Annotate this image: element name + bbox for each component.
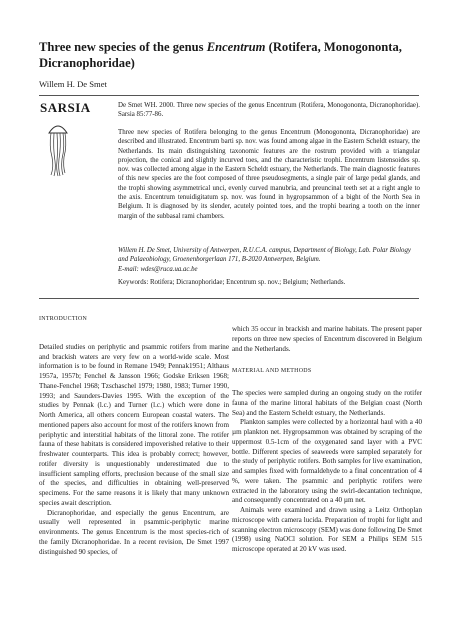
intro-paragraph-2: Dicranophoridae, and especially the genus Encentrum, are usually well represented in psammic-periphytic marine environments. The genus Encentrum is the most species-rich of the family Dicranophoridae. In a recent revision, De Smet 1997 distinguished 90 species, of <box>39 508 229 556</box>
left-column <box>39 315 229 557</box>
intro-paragraph-1: Detailed studies on periphytic and psammic rotifers from marine and brackish waters are very few on a world-wide scale. Most information is to be found in Remane 1949; Pennak1951; Althaus 1957a, 1957b; Fenchel & Jansson 1966; Godske Eriksen 1968; Thane-Fenchel 1968; Tzschaschel 1979; 1980, 1983; Turner 1990, 1993; and Saunders-Davies 1995. With the exception of the studies by Pennak (l.c.) and Turner (l.c.) which were done in North America, all others concern European coastal waters. The mentioned papers also account for most of the rotifers known from periphytic and interstitial habitats of the littoral zone. The rotifer fauna of these habitats is considered impoverished relative to their freshwater counterparts. This idea is probably correct; however, rotifer diversity is unquestionably underestimated due to insufficient sampling efforts, preclusion because of the small size of the species, and difficulties in obtaining well-preserved specimens. For the same reasons it is likely that many unknown species await description. <box>39 342 229 507</box>
article-title <box>39 39 429 71</box>
title-text-rest: (Rotifera, Monogononta, Dicranophoridae) <box>39 40 402 70</box>
abstract: Three new species of Rotifera belonging to the genus Encentrum (Monogononta, Dicranophoridae) are described and illustrated. Encentrum barti sp. nov. was found among algae in the Eastern Scheldt estuary, the Netherlands. Its main distinguishing taxonomic features are the rostrum provided with a triangular projection, the conical and slightly incurved toes, and the characteristic trophi. Encentrum listensoides sp. nov. was collected among algae in the Eastern Scheldt estuary, the Netherlands. The main diagnostic features of this new species are the foot composed of three pseudosegments, a single pair of large pedal glands, and the trophi showing asymmetrical unci, evenly curved manubria, and preuncinal teeth set at a right angle to the axis. Encentrum tenuidigitatum sp. nov. was found in hygropsammon of a bight of the North Sea in Belgium. It is diagnosed by its slender, acutely pointed toes, and the trophi bearing a tooth on the inner margin of the subbasal rami chambers. <box>118 129 420 220</box>
address-text: Willem H. De Smet, University of Antwerpen, R.U.C.A. campus, Department of Biology, Lab. Polar Biology and Palaeobiology, Groenenborgerlaan 171, B-2020 Antwerpen, Belgium. <box>118 247 411 264</box>
methods-paragraph-3: Animals were examined and drawn using a Leitz Orthoplan microscope with camera lucida. Preparation of trophi for light and scanning electron microscopy (SEM) was done following De Smet (1998) using NaOCl solution. For SEM a Philips SEM 515 microscope operated at 20 kV was used. <box>232 506 422 553</box>
section-heading-methods: MATERIAL AND METHODS <box>232 368 312 375</box>
right-column <box>232 325 422 555</box>
title-genus: Encentrum <box>206 40 266 54</box>
methods-paragraph-1: The species were sampled during an ongoing study on the rotifer fauna of the marine littoral habitats of the Belgian coast (North Sea) and the Eastern Scheldt estuary, the Netherlands. <box>232 389 422 417</box>
intro-paragraph-3: which 35 occur in brackish and marine habitats. The present paper reports on three new species of Encentrum discovered in Belgium and the Netherlands. <box>232 325 422 353</box>
header-rule <box>39 95 419 96</box>
citation: De Smet WH. 2000. Three new species of the genus Encentrum (Rotifera, Monogononta, Dicranophoridae). Sarsia 85:77-86. <box>118 102 420 119</box>
author-address <box>118 246 420 274</box>
journal-name: SARSIA <box>40 100 91 115</box>
author-line: Willem H. De Smet <box>39 79 107 89</box>
methods-paragraph-2: Plankton samples were collected by a horizontal haul with a 40 µm plankton net. Hygropsammon was obtained by scraping of the uppermost 0.5-1cm of the oxygenated sand layer with a PVC bottle. Different species of seaweeds were sampled separately for the study of periphytic rotifers. Both samples for live examination, and samples fixed with formaldehyde to a final concentration of 4 %, were taken. The psammic and periphytic rotifers were extracted in the laboratory using the swirl-decantation technique, and consequently concentrated on a 40 µm net. <box>232 418 422 505</box>
section-heading-introduction: INTRODUCTION <box>39 316 88 322</box>
keywords: Keywords: Rotifera; Dicranophoridae; Encentrum sp. nov.; Belgium; Netherlands. <box>118 279 346 286</box>
jellyfish-icon <box>46 121 70 177</box>
title-text: Three new species of the genus <box>39 40 207 54</box>
email-text: E-mail: wdes@ruca.ua.ac.be <box>118 265 198 273</box>
abstract-rule <box>39 298 419 299</box>
